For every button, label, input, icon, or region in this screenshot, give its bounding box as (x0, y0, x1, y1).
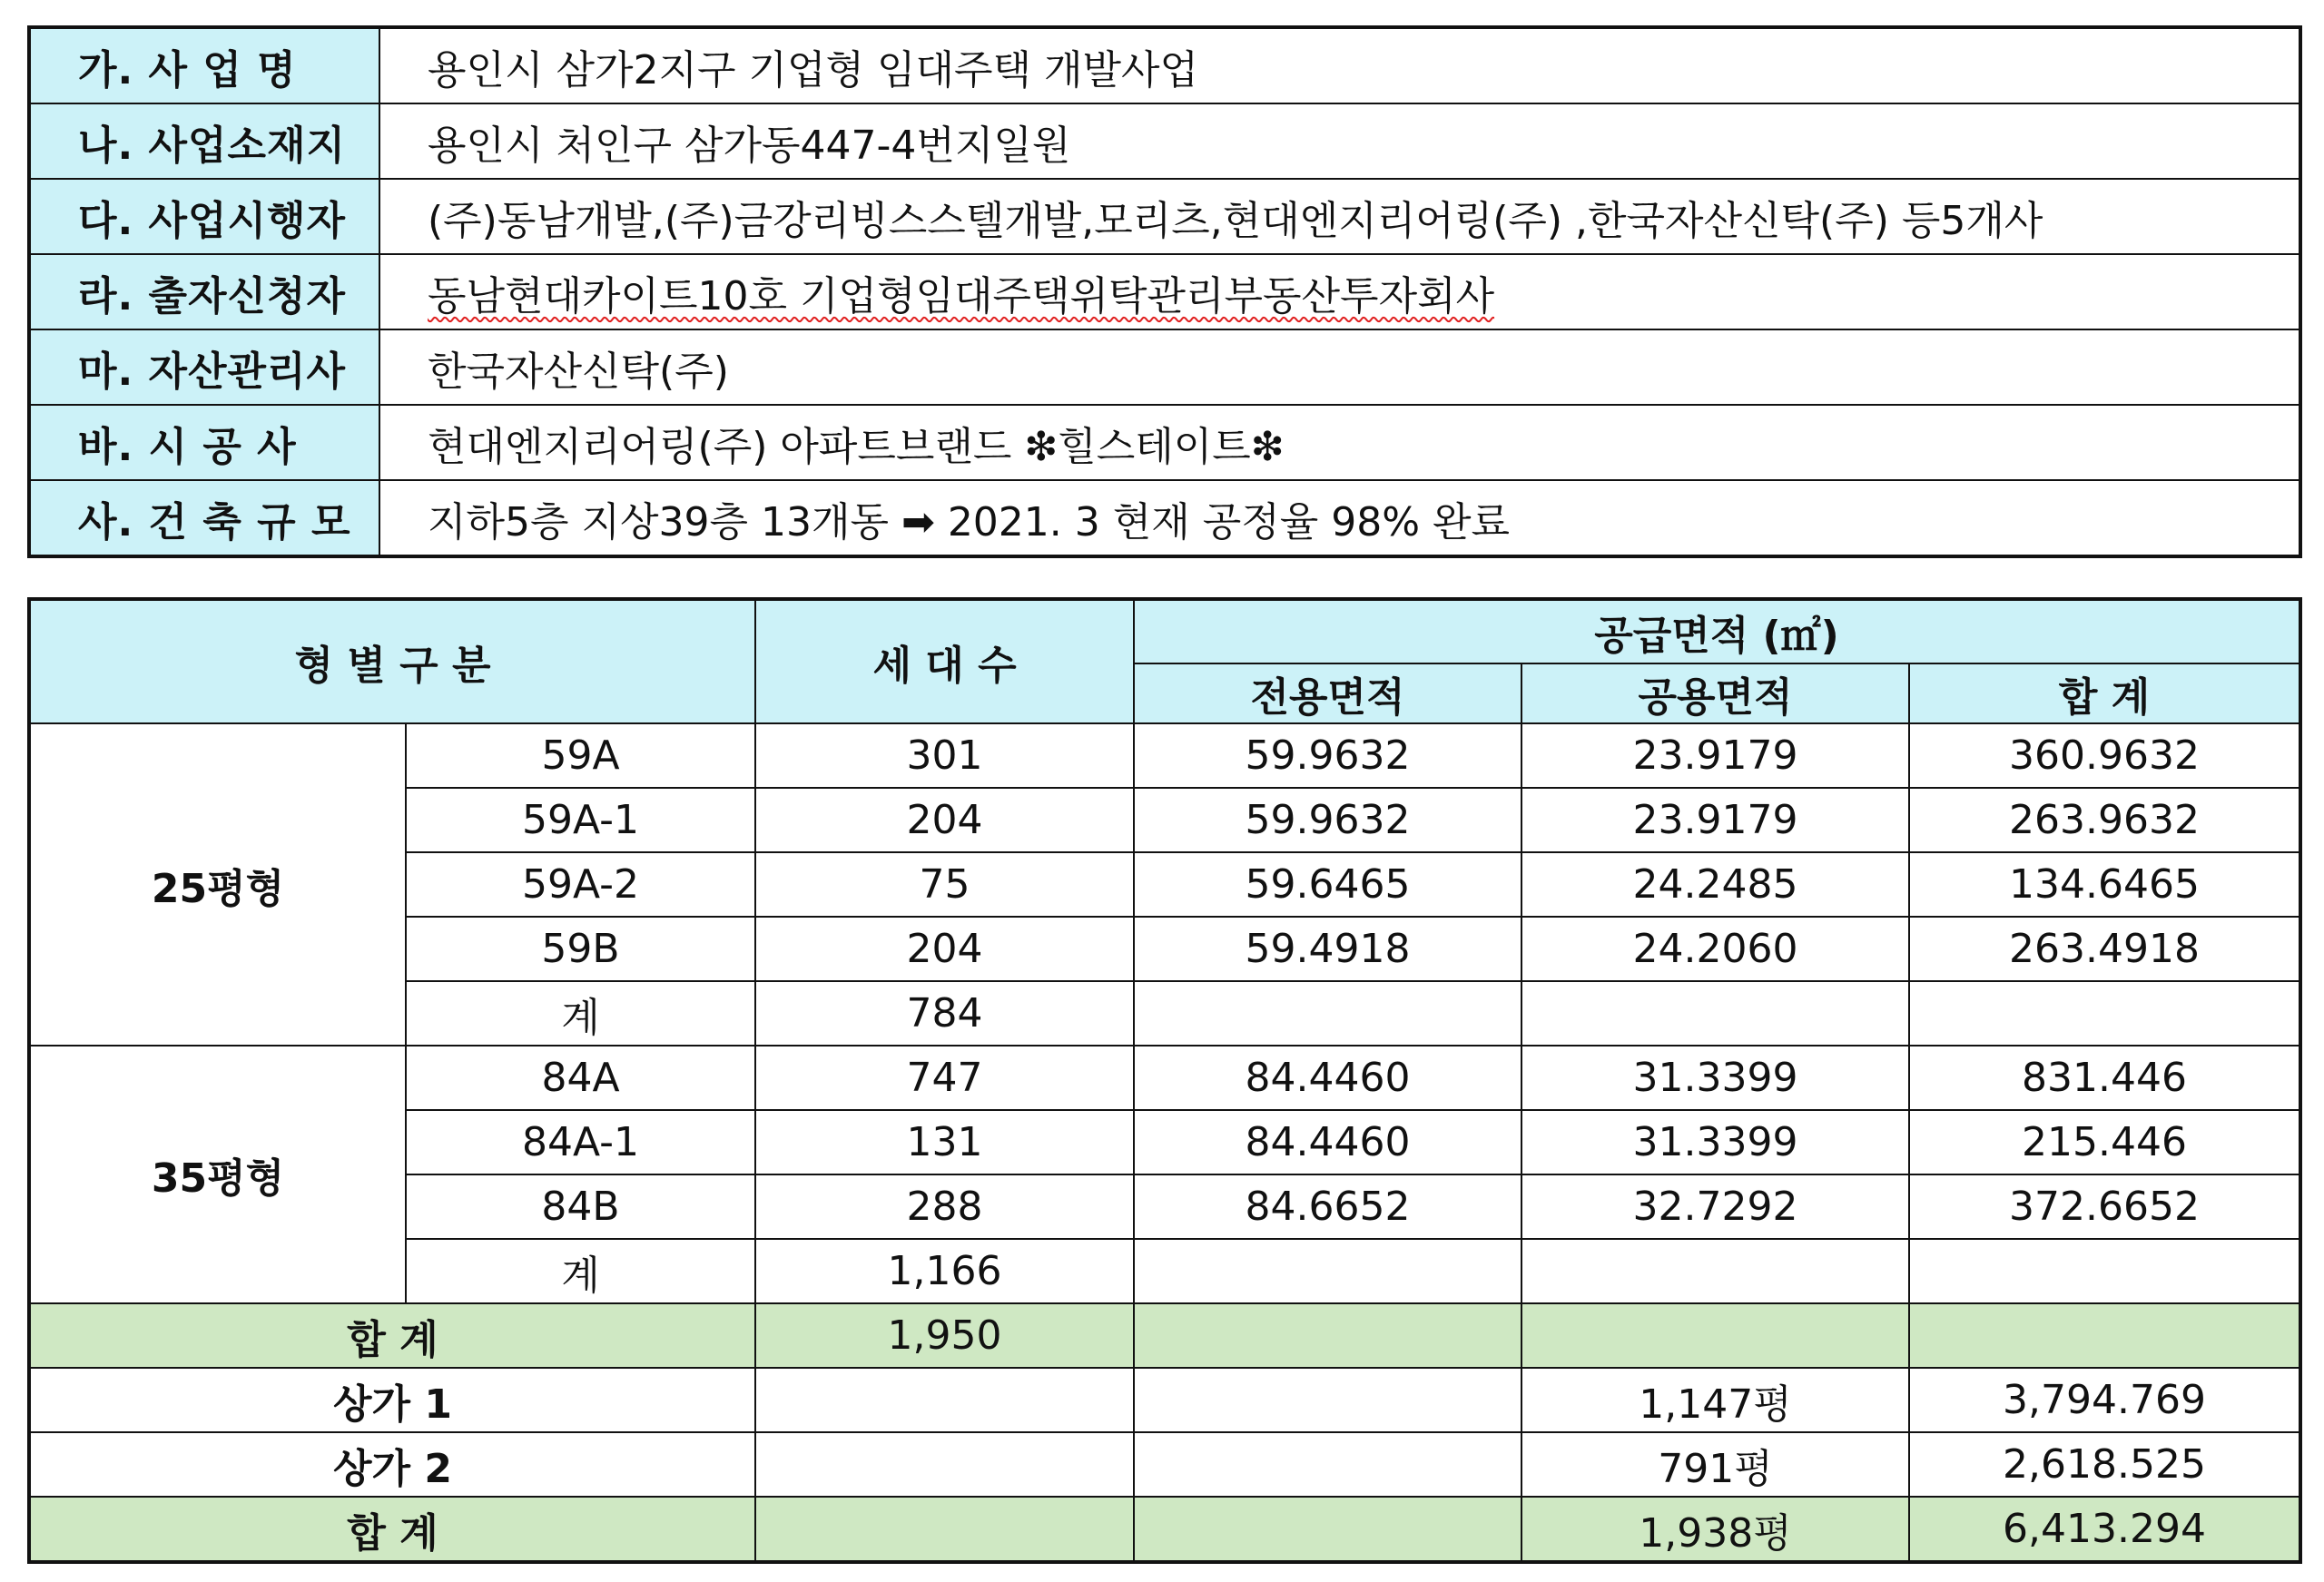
unit-type: 59A-2 (406, 852, 755, 917)
common-area: 23.9179 (1521, 788, 1909, 852)
total-area: 134.6465 (1909, 852, 2300, 917)
info-row-asset-manager (29, 329, 2300, 405)
commercial-total-total: 6,413.294 (1909, 1497, 2300, 1562)
household-count: 288 (755, 1174, 1134, 1239)
commercial-label: 상가 2 (29, 1432, 755, 1497)
table-row (29, 723, 2300, 788)
info-row-investor (29, 254, 2300, 329)
info-label: 라. 출자신청자 (29, 254, 379, 329)
subtotal-households: 784 (755, 981, 1134, 1046)
info-label: 사. 건 축 규 모 (29, 480, 379, 556)
apartment-total-households: 1,950 (755, 1303, 1134, 1368)
household-count: 747 (755, 1046, 1134, 1110)
empty-cell (1909, 1239, 2300, 1303)
info-label: 나. 사업소재지 (29, 103, 379, 179)
header-supply-area: 공급면적 (㎡) (1134, 599, 2300, 663)
exclusive-area: 59.4918 (1134, 917, 1521, 981)
commercial-total-common: 1,938평 (1521, 1497, 1909, 1562)
info-row-building-scale (29, 480, 2300, 556)
header-exclusive-area: 전용면적 (1134, 663, 1521, 723)
household-count: 301 (755, 723, 1134, 788)
total-area: 215.446 (1909, 1110, 2300, 1174)
subtotal-label: 계 (406, 981, 755, 1046)
supply-area-table (27, 597, 2302, 1564)
unit-type: 84B (406, 1174, 755, 1239)
common-area: 31.3399 (1521, 1110, 1909, 1174)
total-area: 372.6652 (1909, 1174, 2300, 1239)
empty-cell (1521, 1239, 1909, 1303)
type-group-25: 25평형 (29, 723, 406, 1046)
total-area: 360.9632 (1909, 723, 2300, 788)
apartment-total-label: 합 계 (29, 1303, 755, 1368)
type-group-35: 35평형 (29, 1046, 406, 1303)
exclusive-area: 59.9632 (1134, 723, 1521, 788)
empty-cell (1134, 981, 1521, 1046)
exclusive-area: 84.4460 (1134, 1046, 1521, 1110)
info-row-developer (29, 179, 2300, 254)
unit-type: 59A (406, 723, 755, 788)
common-area: 24.2060 (1521, 917, 1909, 981)
info-row-location (29, 103, 2300, 179)
unit-type: 59B (406, 917, 755, 981)
exclusive-area: 59.9632 (1134, 788, 1521, 852)
empty-cell (1521, 981, 1909, 1046)
apartment-total-row (29, 1303, 2300, 1368)
info-value: 용인시 삼가2지구 기업형 임대주택 개발사업 (379, 27, 2300, 103)
commercial-total-area: 2,618.525 (1909, 1432, 2300, 1497)
info-row-constructor (29, 405, 2300, 480)
household-count: 204 (755, 917, 1134, 981)
info-value: 지하5층 지상39층 13개동 ➡ 2021. 3 현재 공정율 98% 완료 (379, 480, 2300, 556)
empty-cell (1909, 1303, 2300, 1368)
table-row (29, 1046, 2300, 1110)
project-info-table (27, 25, 2302, 558)
total-area: 263.9632 (1909, 788, 2300, 852)
unit-type: 84A (406, 1046, 755, 1110)
unit-type: 84A-1 (406, 1110, 755, 1174)
household-count: 75 (755, 852, 1134, 917)
empty-cell (1134, 1239, 1521, 1303)
info-value: (주)동남개발,(주)금강리빙스스텔개발,모리츠,현대엔지리어링(주) ,한국자산신탁(주) 등5개사 (379, 179, 2300, 254)
header-row (29, 599, 2300, 663)
info-value-text: 동남현대카이트10호 기업형임대주택위탁관리부동산투자회사 (428, 272, 1495, 319)
commercial-common-area: 791평 (1521, 1432, 1909, 1497)
common-area: 24.2485 (1521, 852, 1909, 917)
empty-cell (1134, 1432, 1521, 1497)
exclusive-area: 59.6465 (1134, 852, 1521, 917)
commercial-total-area: 3,794.769 (1909, 1368, 2300, 1432)
commercial-label: 상가 1 (29, 1368, 755, 1432)
empty-cell (1521, 1303, 1909, 1368)
total-area: 831.446 (1909, 1046, 2300, 1110)
exclusive-area: 84.6652 (1134, 1174, 1521, 1239)
commercial-common-area: 1,147평 (1521, 1368, 1909, 1432)
household-count: 131 (755, 1110, 1134, 1174)
header-type: 형 별 구 분 (29, 599, 755, 723)
empty-cell (755, 1497, 1134, 1562)
empty-cell (755, 1368, 1134, 1432)
info-label: 마. 자산관리사 (29, 329, 379, 405)
total-area: 263.4918 (1909, 917, 2300, 981)
empty-cell (1134, 1497, 1521, 1562)
subtotal-households: 1,166 (755, 1239, 1134, 1303)
header-common-area: 공용면적 (1521, 663, 1909, 723)
header-total-area: 합 계 (1909, 663, 2300, 723)
info-value: 용인시 처인구 삼가동447-4번지일원 (379, 103, 2300, 179)
empty-cell (1134, 1303, 1521, 1368)
commercial-total-label: 합 계 (29, 1497, 755, 1562)
unit-type: 59A-1 (406, 788, 755, 852)
commercial-row (29, 1368, 2300, 1432)
subtotal-label: 계 (406, 1239, 755, 1303)
info-row-project-name (29, 27, 2300, 103)
household-count: 204 (755, 788, 1134, 852)
info-label: 다. 사업시행자 (29, 179, 379, 254)
empty-cell (1909, 981, 2300, 1046)
info-label: 가. 사 업 명 (29, 27, 379, 103)
empty-cell (1134, 1368, 1521, 1432)
info-value (379, 254, 2300, 329)
info-value: 한국자산신탁(주) (379, 329, 2300, 405)
info-label: 바. 시 공 사 (29, 405, 379, 480)
commercial-total-row (29, 1497, 2300, 1562)
empty-cell (755, 1432, 1134, 1497)
common-area: 23.9179 (1521, 723, 1909, 788)
exclusive-area: 84.4460 (1134, 1110, 1521, 1174)
info-value: 현대엔지리어링(주) 아파트브랜드 ❇힐스테이트❇ (379, 405, 2300, 480)
common-area: 32.7292 (1521, 1174, 1909, 1239)
header-households: 세 대 수 (755, 599, 1134, 723)
common-area: 31.3399 (1521, 1046, 1909, 1110)
commercial-row (29, 1432, 2300, 1497)
